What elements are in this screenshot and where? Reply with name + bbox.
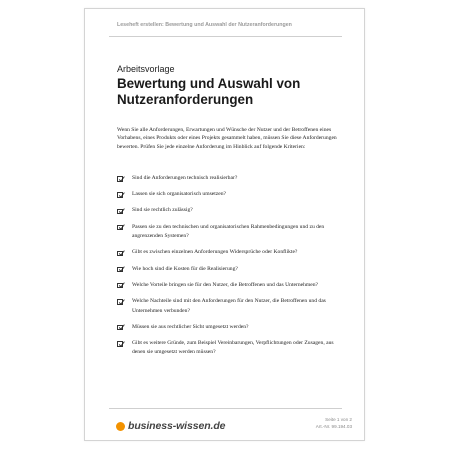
page-number: Seite 1 von 2 [325,417,352,422]
criterion-text: Sind die Anforderungen technisch realisierbar? [132,175,238,181]
criterion-item [117,248,345,258]
criterion-text: Passen sie zu den technischen und organisatorischen Rahmenbedingungen und zu den angrenzenden Systemen? [132,223,325,240]
criterion-text: Lassen sie sich organisatorisch umsetzen? [132,191,227,198]
checkbox-icon [117,325,123,331]
criterion-item [117,174,345,184]
footer-meta [292,416,352,430]
checkbox-icon [117,192,123,198]
orange-dot-icon [116,422,125,431]
criteria-list [117,174,345,358]
checkbox-icon [117,225,123,231]
criterion-item [117,265,345,275]
running-header: Leseheft erstellen: Bewertung und Auswahl der Nutzeranforderungen [117,22,292,28]
article-number: Art.-Nr. 99.194.03 [315,424,352,429]
checkbox-icon [117,176,123,182]
header-divider [109,36,342,37]
criterion-text: Gibt es zwischen einzelnen Anforderungen Widersprüche oder Konflikte? [132,249,298,256]
criterion-text: Wie hoch sind die Kosten für die Realisierung? [132,265,238,272]
document-title: Bewertung und Auswahl von Nutzeranforderungen [117,76,301,107]
criterion-item [117,223,345,242]
footer-divider [109,408,342,409]
criterion-item [117,323,345,333]
criterion-item [117,206,345,216]
criterion-text: Gibt es weitere Gründe, zum Beispiel Vereinbarungen, Verpflichtungen oder Zusagen, aus denen sie umgesetzt werden müssen? [132,339,334,356]
document-page [84,8,365,441]
criterion-text: Sind sie rechtlich zulässig? [132,207,193,214]
criterion-item [117,190,345,200]
criterion-item [117,281,345,291]
business-wissen-logo [116,419,225,433]
criterion-item [117,297,345,316]
checkbox-icon [117,299,123,305]
document-type: Arbeitsvorlage [117,64,175,74]
criterion-text: Müssen sie aus rechtlicher Sicht umgesetzt werden? [132,323,249,330]
checkbox-icon [117,251,123,257]
criterion-text: Welche Nachteile sind mit den Anforderungen für den Nutzer, die Betroffenen und das Unternehmen verbunden? [132,297,326,314]
criterion-item [117,339,345,358]
checkbox-icon [117,283,123,289]
checkbox-icon [117,209,123,215]
intro-paragraph: Wenn Sie alle Anforderungen, Erwartungen und Wünsche der Nutzer und der Betroffenen eines Vorhabens, eines Produkts oder eines Projekts gesammelt haben, müssen Sie diese Anforderungen bewerten. Prüfen Sie jede einzelne Anforderung im Hinblick auf folgende Kriterien: [117,127,337,150]
checkbox-icon [117,341,123,347]
checkbox-icon [117,267,123,273]
criterion-text: Welche Vorteile bringen sie für den Nutzer, die Betroffenen und das Unternehmen? [132,281,319,288]
logo-text: business-wissen.de [128,420,226,432]
